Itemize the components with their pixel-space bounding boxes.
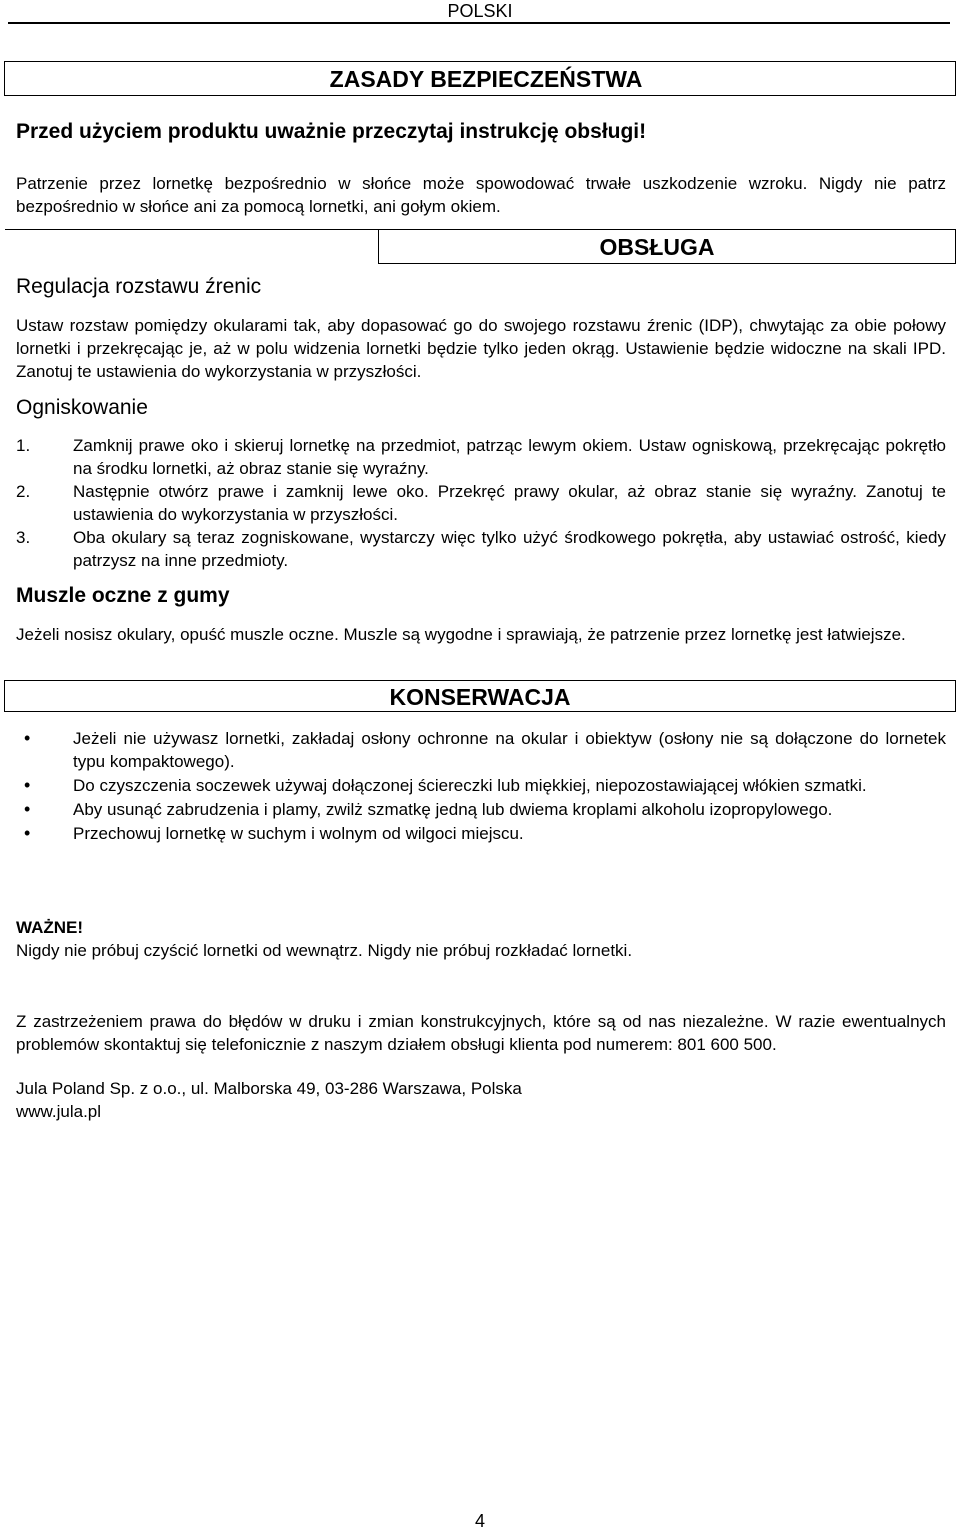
eyecups-title: Muszle oczne z gumy xyxy=(16,584,230,607)
important-label: WAŻNE! xyxy=(16,918,84,937)
important-text: Nigdy nie próbuj czyścić lornetki od wewnątrz. Nigdy nie próbuj rozkładać lornetki. xyxy=(16,941,633,960)
eyecups-text: Jeżeli nosisz okulary, opuść muszle oczne. Muszle są wygodne i sprawiają, że patrzenie przez lornetkę jest łatwiejsze. xyxy=(16,625,906,644)
maintenance-bullets xyxy=(16,727,946,846)
focus-step-text: Zamknij prawe oko i skieruj lornetkę na przedmiot, patrząc lewym okiem. Ustaw ogniskową, przekręcając pokrętło na środku lornetki, aż obraz stanie się wyraźny. xyxy=(73,436,946,478)
ipd-text: Ustaw rozstaw pomiędzy okularami tak, aby dopasować go do swojego rozstawu źrenic (IDP), chwytając za obie połowy lornetki i przekręcając je, aż w polu widzenia lornetki będzie tylko jeden okrąg. Ustawienie będzie widoczne na skali IPD. Zanotuj te ustawienia do wykorzystania w przyszłości. xyxy=(16,316,946,381)
focus-step xyxy=(16,526,946,572)
focus-step-text: Następnie otwórz prawe i zamknij lewe oko. Przekręć prawy okular, aż obraz stanie się wyraźny. Zanotuj te ustawienia do wykorzystania w przyszłości. xyxy=(73,482,946,524)
focus-step-number: 2. xyxy=(16,482,31,501)
bullet-icon: • xyxy=(24,799,31,819)
bullet-icon: • xyxy=(24,728,31,748)
focus-title: Ogniskowanie xyxy=(16,396,148,419)
maintenance-bullet-text: Aby usunąć zabrudzenia i plamy, zwilż szmatkę jedną lub dwiema kroplami alkoholu izopropylowego. xyxy=(73,800,833,819)
operation-heading: OBSŁUGA xyxy=(599,234,715,260)
bullet-icon: • xyxy=(24,775,31,795)
footer-disclaimer: Z zastrzeżeniem prawa do błędów w druku i zmian konstrukcyjnych, które są od nas niezależne. W razie ewentualnych problemów skontaktuj się telefonicznie z naszym działem obsługi klienta pod numerem: 801 600 500. xyxy=(16,1012,946,1054)
focus-step-number: 1. xyxy=(16,436,31,455)
safety-heading-box xyxy=(4,61,956,96)
maintenance-bullet-item xyxy=(16,774,946,797)
safety-lead: Przed użyciem produktu uważnie przeczytaj instrukcję obsługi! xyxy=(16,120,647,143)
operation-heading-box xyxy=(378,229,956,264)
focus-steps xyxy=(16,434,946,572)
safety-warning: Patrzenie przez lornetkę bezpośrednio w słońce może spowodować trwałe uszkodzenie wzroku. Nigdy nie patrz bezpośrednio w słońce ani za pomocą lornetki, ani gołym okiem. xyxy=(16,174,946,216)
maintenance-bullet-text: Przechowuj lornetkę w suchym i wolnym od wilgoci miejscu. xyxy=(73,824,524,843)
maintenance-bullet-text: Do czyszczenia soczewek używaj dołączonej ściereczki lub miękkiej, niepozostawiającej włókien szmatki. xyxy=(73,776,867,795)
maintenance-heading: KONSERWACJA xyxy=(389,684,571,710)
focus-step-number: 3. xyxy=(16,528,31,547)
ipd-title: Regulacja rozstawu źrenic xyxy=(16,275,262,298)
maintenance-bullet-text: Jeżeli nie używasz lornetki, zakładaj osłony ochronne na okular i obiektyw (osłony nie są dołączone do lornetek typu kompaktowego). xyxy=(73,729,946,771)
focus-step xyxy=(16,434,946,480)
maintenance-bullet-item xyxy=(16,798,946,821)
safety-heading: ZASADY BEZPIECZEŃSTWA xyxy=(329,66,643,92)
bullet-icon: • xyxy=(24,823,31,843)
maintenance-bullet-item xyxy=(16,822,946,845)
maintenance-heading-box xyxy=(4,680,956,712)
footer-address: Jula Poland Sp. z o.o., ul. Malborska 49, 03-286 Warszawa, Polska xyxy=(16,1079,522,1098)
operation-heading-rule xyxy=(5,229,379,230)
page-language-header: POLSKI xyxy=(447,1,513,21)
maintenance-bullet-item xyxy=(16,727,946,773)
page-number: 4 xyxy=(474,1511,485,1531)
focus-step xyxy=(16,480,946,526)
focus-step-text: Oba okulary są teraz zogniskowane, wystarczy więc tylko użyć środkowego pokrętła, aby ustawiać ostrość, kiedy patrzysz na inne przedmioty. xyxy=(73,528,946,570)
header-divider xyxy=(8,22,950,24)
footer-website: www.jula.pl xyxy=(16,1102,102,1121)
